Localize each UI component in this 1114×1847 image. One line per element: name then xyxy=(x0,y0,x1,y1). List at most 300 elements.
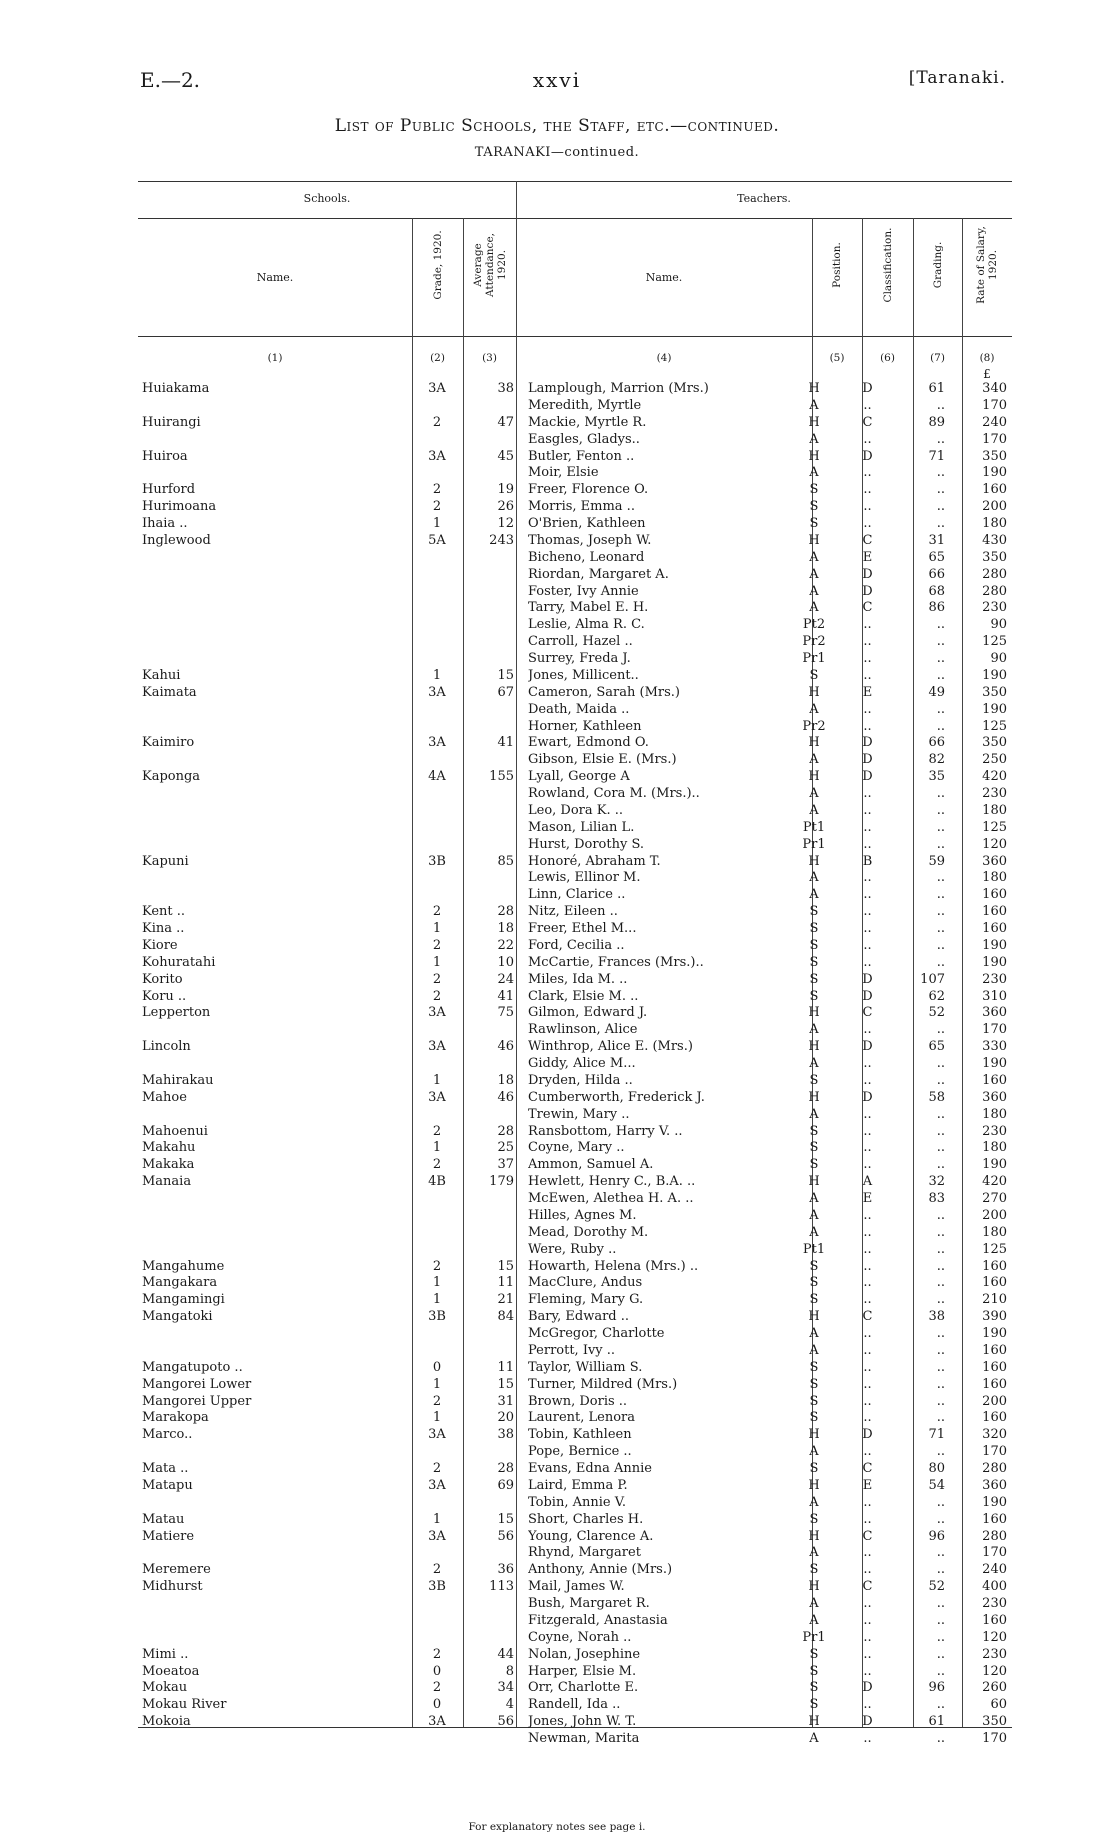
grade-cell: 1 xyxy=(432,516,442,531)
salary-cell: 125 xyxy=(982,718,1007,734)
attendance-cell: 28 xyxy=(497,1461,514,1476)
grading-cell: .. xyxy=(936,1207,945,1223)
school-name: Kina .. xyxy=(142,921,185,936)
grading-cell: .. xyxy=(936,701,945,717)
table-row xyxy=(140,1107,1014,1124)
teacher-name: Orr, Charlotte E. xyxy=(528,1680,639,1696)
position-cell: S xyxy=(809,937,819,953)
position-cell: A xyxy=(809,1444,819,1460)
teacher-name: MacClure, Andus xyxy=(528,1275,643,1291)
table-row xyxy=(140,972,1014,989)
table-row xyxy=(140,1157,1014,1174)
position-cell: S xyxy=(809,1562,819,1578)
salary-cell: 180 xyxy=(982,516,1007,531)
classification-cell: .. xyxy=(863,802,872,818)
teacher-name: Horner, Kathleen xyxy=(528,718,642,734)
teacher-name: Fleming, Mary G. xyxy=(528,1292,644,1308)
position-cell: H xyxy=(808,1174,820,1190)
grading-cell: 80 xyxy=(928,1461,945,1476)
teacher-name: Laird, Emma P. xyxy=(528,1477,628,1493)
position-cell: S xyxy=(809,667,819,683)
attendance-cell: 38 xyxy=(497,1427,514,1443)
salary-cell: 200 xyxy=(982,499,1007,515)
grade-cell: 2 xyxy=(432,1123,442,1139)
school-name: Inglewood xyxy=(142,532,211,548)
position-cell: S xyxy=(809,954,819,970)
position-cell: S xyxy=(809,971,819,987)
grading-cell: .. xyxy=(936,1123,945,1139)
salary-cell: 90 xyxy=(990,617,1007,633)
school-name: Mahoenui xyxy=(142,1123,208,1139)
grade-cell: 2 xyxy=(432,1393,442,1409)
grading-cell: .. xyxy=(936,499,945,515)
classification-cell: .. xyxy=(863,1612,872,1628)
school-name: Ihaia .. xyxy=(142,516,188,531)
grade-cell: 1 xyxy=(432,1511,442,1527)
table-row xyxy=(140,1259,1014,1276)
salary-cell: 350 xyxy=(982,1714,1007,1730)
school-name: Mangakara xyxy=(142,1275,218,1291)
group-header-schools: Schools. xyxy=(303,192,351,205)
salary-cell: 200 xyxy=(982,1207,1007,1223)
position-cell: H xyxy=(808,448,820,464)
table-row xyxy=(140,1073,1014,1090)
school-name: Moeatoa xyxy=(142,1663,200,1679)
teacher-name: Jones, Millicent.. xyxy=(528,667,639,683)
teacher-name: Perrott, Ivy .. xyxy=(528,1342,616,1358)
teacher-name: McEwen, Alethea H. A. .. xyxy=(528,1191,694,1206)
table-row xyxy=(140,567,1014,584)
teacher-name: Leslie, Alma R. C. xyxy=(528,617,645,633)
attendance-cell: 26 xyxy=(497,499,514,515)
currency-row xyxy=(140,367,1014,381)
table-row xyxy=(140,584,1014,601)
grading-cell: .. xyxy=(936,431,945,447)
position-cell: S xyxy=(809,1376,819,1392)
table-row xyxy=(140,1309,1014,1326)
school-name: Matau xyxy=(142,1511,185,1527)
position-cell: A xyxy=(809,1612,819,1628)
school-name: Lincoln xyxy=(142,1039,191,1055)
grading-cell: 82 xyxy=(928,752,945,768)
salary-cell: 190 xyxy=(982,954,1007,970)
grade-cell: 3A xyxy=(428,381,446,396)
salary-cell: 280 xyxy=(982,566,1007,582)
classification-cell: .. xyxy=(863,1731,872,1746)
position-cell: H xyxy=(808,735,820,751)
position-cell: S xyxy=(809,1663,819,1679)
attendance-cell: 34 xyxy=(497,1680,514,1696)
salary-cell: 120 xyxy=(982,836,1007,852)
classification-cell: .. xyxy=(863,1157,872,1173)
salary-cell: 190 xyxy=(982,1494,1007,1510)
classification-cell: .. xyxy=(863,1562,872,1578)
grade-cell: 2 xyxy=(432,414,442,430)
grade-cell: 3A xyxy=(428,1427,446,1443)
col-number: (1) xyxy=(267,352,283,364)
grading-cell: .. xyxy=(936,1444,945,1460)
grade-cell: 1 xyxy=(432,667,442,683)
grading-cell: .. xyxy=(936,836,945,852)
classification-cell: .. xyxy=(863,1072,872,1088)
teacher-name: Bary, Edward .. xyxy=(528,1309,630,1325)
teacher-name: Leo, Dora K. .. xyxy=(528,802,624,818)
salary-cell: 170 xyxy=(982,431,1007,447)
position-cell: A xyxy=(809,1494,819,1510)
position-cell: S xyxy=(809,1359,819,1375)
teacher-name: Easgles, Gladys.. xyxy=(528,431,640,447)
teacher-name: Bicheno, Leonard xyxy=(528,549,645,565)
col-number: (2) xyxy=(430,352,445,364)
grading-cell: .. xyxy=(936,1494,945,1510)
school-name: Koru .. xyxy=(142,988,187,1004)
col-number: (4) xyxy=(656,352,672,364)
grading-cell: .. xyxy=(936,802,945,818)
salary-cell: 230 xyxy=(982,786,1007,801)
salary-cell: 170 xyxy=(982,397,1007,413)
table-row xyxy=(140,685,1014,702)
classification-cell: C xyxy=(862,1309,873,1325)
table-row xyxy=(140,1529,1014,1546)
position-cell: H xyxy=(808,1089,820,1105)
position-cell: A xyxy=(809,1545,819,1561)
position-cell: Pr2 xyxy=(802,718,826,734)
attendance-cell: 67 xyxy=(497,684,514,700)
attendance-cell: 179 xyxy=(489,1174,514,1190)
attendance-cell: 21 xyxy=(497,1292,514,1308)
grading-cell: 32 xyxy=(928,1174,945,1190)
salary-cell: 190 xyxy=(982,937,1007,953)
grade-cell: 2 xyxy=(432,1562,442,1578)
grading-cell: 89 xyxy=(928,414,945,430)
teacher-name: Ammon, Samuel A. xyxy=(528,1157,654,1173)
salary-cell: 125 xyxy=(982,634,1007,650)
col-header-classification: Classification. xyxy=(881,227,894,303)
salary-cell: 160 xyxy=(982,1359,1007,1375)
position-cell: H xyxy=(808,1005,820,1021)
grade-cell: 1 xyxy=(432,1376,442,1392)
position-cell: S xyxy=(809,1258,819,1274)
salary-cell: 170 xyxy=(982,1444,1007,1460)
classification-cell: D xyxy=(862,971,873,987)
salary-cell: 160 xyxy=(982,1410,1007,1426)
position-cell: S xyxy=(809,1680,819,1696)
grade-cell: 3A xyxy=(428,1528,446,1544)
school-name: Mahirakau xyxy=(142,1072,214,1088)
grading-cell: 96 xyxy=(928,1528,945,1544)
teacher-name: Young, Clarence A. xyxy=(528,1528,654,1544)
school-name: Matiere xyxy=(142,1528,195,1544)
position-cell: A xyxy=(809,1224,819,1240)
classification-cell: D xyxy=(862,448,873,464)
classification-cell: .. xyxy=(863,634,872,650)
salary-cell: 125 xyxy=(982,819,1007,835)
grading-cell: .. xyxy=(936,617,945,633)
salary-cell: 120 xyxy=(982,1629,1007,1645)
salary-cell: 230 xyxy=(982,1646,1007,1662)
grading-cell: .. xyxy=(936,718,945,734)
school-name: Mokau xyxy=(142,1680,188,1696)
classification-cell: .. xyxy=(863,1022,872,1038)
grade-cell: 0 xyxy=(432,1663,442,1679)
table-row xyxy=(140,415,1014,432)
teacher-name: Lewis, Ellinor M. xyxy=(528,870,641,886)
position-cell: A xyxy=(809,583,819,599)
position-cell: H xyxy=(808,769,820,785)
grading-cell: 58 xyxy=(928,1089,945,1105)
classification-cell: .. xyxy=(863,1342,872,1358)
grading-cell: .. xyxy=(936,1612,945,1628)
table-row xyxy=(140,938,1014,955)
classification-cell: .. xyxy=(863,836,872,852)
position-cell: A xyxy=(809,1191,819,1206)
teacher-name: Cameron, Sarah (Mrs.) xyxy=(528,684,680,700)
teacher-name: Gilmon, Edward J. xyxy=(528,1005,648,1021)
salary-cell: 270 xyxy=(982,1191,1007,1206)
attendance-cell: 41 xyxy=(497,735,514,751)
table-row xyxy=(140,482,1014,499)
school-name: Makaka xyxy=(142,1157,195,1173)
salary-cell: 180 xyxy=(982,1106,1007,1122)
grading-cell: .. xyxy=(936,1376,945,1392)
grading-cell: .. xyxy=(936,397,945,413)
table-row xyxy=(140,904,1014,921)
position-cell: A xyxy=(809,600,819,616)
attendance-cell: 22 xyxy=(497,937,514,953)
position-cell: A xyxy=(809,1731,819,1746)
table-row xyxy=(140,432,1014,449)
teacher-name: Rawlinson, Alice xyxy=(528,1022,638,1038)
salary-cell: 170 xyxy=(982,1731,1007,1746)
teacher-name: Miles, Ida M. .. xyxy=(528,971,628,987)
col-header-grade: Grade, 1920. xyxy=(431,230,444,300)
position-cell: H xyxy=(808,1309,820,1325)
school-name: Kiore xyxy=(142,937,178,953)
school-name: Lepperton xyxy=(142,1005,211,1021)
classification-cell: D xyxy=(862,769,873,785)
teacher-name: Hewlett, Henry C., B.A. .. xyxy=(528,1174,696,1190)
classification-cell: C xyxy=(862,1579,873,1595)
salary-cell: 310 xyxy=(982,988,1007,1004)
grading-cell: .. xyxy=(936,870,945,886)
position-cell: A xyxy=(809,786,819,801)
salary-cell: 160 xyxy=(982,1275,1007,1291)
table-row xyxy=(140,516,1014,533)
classification-cell: .. xyxy=(863,921,872,936)
teacher-name: Anthony, Annie (Mrs.) xyxy=(528,1562,673,1578)
salary-cell: 90 xyxy=(990,651,1007,666)
salary-cell: 280 xyxy=(982,1528,1007,1544)
table-row xyxy=(140,1208,1014,1225)
table-row xyxy=(140,1191,1014,1208)
salary-cell: 340 xyxy=(982,381,1007,396)
table-row xyxy=(140,1410,1014,1427)
grade-cell: 3A xyxy=(428,1714,446,1730)
classification-cell: D xyxy=(862,1039,873,1055)
position-cell: A xyxy=(809,397,819,413)
table-row xyxy=(140,1360,1014,1377)
teacher-name: Hurst, Dorothy S. xyxy=(528,836,645,852)
position-cell: H xyxy=(808,853,820,869)
attendance-cell: 155 xyxy=(489,769,514,785)
classification-cell: D xyxy=(862,752,873,768)
table-row xyxy=(140,499,1014,516)
table-row xyxy=(140,989,1014,1006)
position-cell: H xyxy=(808,1477,820,1493)
position-cell: A xyxy=(809,1596,819,1611)
salary-cell: 360 xyxy=(982,853,1007,869)
position-cell: S xyxy=(809,921,819,936)
attendance-cell: 46 xyxy=(497,1039,514,1055)
teacher-name: Were, Ruby .. xyxy=(528,1241,617,1257)
table-row xyxy=(140,786,1014,803)
classification-cell: .. xyxy=(863,1494,872,1510)
grading-cell: .. xyxy=(936,516,945,531)
position-cell: A xyxy=(809,1106,819,1122)
grading-cell: .. xyxy=(936,1326,945,1341)
position-cell: S xyxy=(809,1275,819,1291)
attendance-cell: 113 xyxy=(489,1579,514,1595)
classification-cell: D xyxy=(862,988,873,1004)
classification-cell: E xyxy=(862,549,873,565)
salary-cell: 190 xyxy=(982,465,1007,481)
attendance-cell: 46 xyxy=(497,1089,514,1105)
salary-cell: 240 xyxy=(982,414,1007,430)
classification-cell: .. xyxy=(863,870,872,886)
grading-cell: .. xyxy=(936,1106,945,1122)
school-name: Hurimoana xyxy=(142,499,217,515)
grading-cell: .. xyxy=(936,1629,945,1645)
position-cell: Pt2 xyxy=(802,617,826,633)
grade-cell: 2 xyxy=(432,482,442,498)
teacher-name: Butler, Fenton .. xyxy=(528,448,635,464)
school-name: Makahu xyxy=(142,1140,196,1156)
teacher-name: Nitz, Eileen .. xyxy=(528,904,618,920)
salary-cell: 190 xyxy=(982,1056,1007,1071)
position-cell: A xyxy=(809,465,819,481)
salary-cell: 350 xyxy=(982,735,1007,751)
classification-cell: .. xyxy=(863,1393,872,1409)
grade-cell: 1 xyxy=(432,1275,442,1291)
col-number: (5) xyxy=(829,352,845,364)
classification-cell: .. xyxy=(863,482,872,498)
teacher-name: Coyne, Mary .. xyxy=(528,1140,625,1156)
classification-cell: D xyxy=(862,381,873,396)
classification-cell: B xyxy=(862,853,873,869)
salary-cell: 160 xyxy=(982,482,1007,498)
salary-cell: 120 xyxy=(982,1663,1007,1679)
table-row xyxy=(140,1225,1014,1242)
grading-cell: .. xyxy=(936,1511,945,1527)
teacher-name: Gibson, Elsie E. (Mrs.) xyxy=(528,752,677,768)
grading-cell: .. xyxy=(936,819,945,835)
classification-cell: .. xyxy=(863,1663,872,1679)
schools-table-body xyxy=(140,367,1014,1748)
position-cell: S xyxy=(809,499,819,515)
grading-cell: 52 xyxy=(928,1579,945,1595)
table-row xyxy=(140,1664,1014,1681)
col-header-attendance: Average Attendance, 1920. xyxy=(471,233,508,297)
table-row xyxy=(140,1377,1014,1394)
attendance-cell: 11 xyxy=(497,1275,514,1291)
grade-cell: 4A xyxy=(428,769,446,785)
classification-cell: C xyxy=(862,1461,873,1476)
teacher-name: Dryden, Hilda .. xyxy=(528,1072,633,1088)
grading-cell: .. xyxy=(936,921,945,936)
salary-cell: 260 xyxy=(982,1680,1007,1696)
teacher-name: Evans, Edna Annie xyxy=(528,1461,652,1476)
table-row xyxy=(140,1680,1014,1697)
position-cell: S xyxy=(809,1292,819,1308)
position-cell: S xyxy=(809,988,819,1004)
teacher-name: Thomas, Joseph W. xyxy=(528,532,652,548)
grading-cell: 61 xyxy=(928,381,945,396)
position-cell: S xyxy=(809,1072,819,1088)
grading-cell: .. xyxy=(936,1697,945,1713)
table-row xyxy=(140,1275,1014,1292)
salary-cell: 170 xyxy=(982,1022,1007,1038)
classification-cell: .. xyxy=(863,1326,872,1341)
classification-cell: .. xyxy=(863,1444,872,1460)
position-cell: A xyxy=(809,1207,819,1223)
table-row xyxy=(140,887,1014,904)
classification-cell: .. xyxy=(863,1224,872,1240)
teacher-name: Tobin, Annie V. xyxy=(528,1494,626,1510)
salary-cell: 230 xyxy=(982,1123,1007,1139)
salary-cell: 190 xyxy=(982,1157,1007,1173)
classification-cell: .. xyxy=(863,1376,872,1392)
teacher-name: Giddy, Alice M... xyxy=(528,1056,636,1071)
school-name: Kohuratahi xyxy=(142,954,216,970)
grade-cell: 3A xyxy=(428,684,446,700)
position-cell: Pr1 xyxy=(802,651,826,666)
classification-cell: .. xyxy=(863,651,872,666)
salary-cell: 160 xyxy=(982,1511,1007,1527)
salary-cell: 240 xyxy=(982,1562,1007,1578)
salary-cell: 180 xyxy=(982,802,1007,818)
classification-cell: .. xyxy=(863,1241,872,1257)
table-row xyxy=(140,1596,1014,1613)
position-cell: H xyxy=(808,414,820,430)
grading-cell: .. xyxy=(936,786,945,801)
grading-cell: .. xyxy=(936,1596,945,1611)
grading-cell: 38 xyxy=(928,1309,945,1325)
teacher-name: Ewart, Edmond O. xyxy=(528,735,649,751)
salary-cell: 160 xyxy=(982,1258,1007,1274)
position-cell: A xyxy=(809,566,819,582)
teacher-name: Morris, Emma .. xyxy=(528,499,635,515)
salary-cell: 250 xyxy=(982,752,1007,768)
grading-cell: 68 xyxy=(928,583,945,599)
attendance-cell: 4 xyxy=(505,1697,514,1713)
table-row xyxy=(140,1545,1014,1562)
classification-cell: .. xyxy=(863,1123,872,1139)
school-name: Kent .. xyxy=(142,904,186,920)
attendance-cell: 15 xyxy=(497,1258,514,1274)
position-cell: Pt1 xyxy=(802,1241,826,1257)
grade-cell: 3B xyxy=(428,1579,446,1595)
school-name: Hurford xyxy=(142,482,196,498)
table-row xyxy=(140,381,1014,398)
teacher-name: McGregor, Charlotte xyxy=(528,1326,665,1341)
table-row xyxy=(140,1647,1014,1664)
grading-cell: .. xyxy=(936,904,945,920)
table-row xyxy=(140,1124,1014,1141)
classification-cell: .. xyxy=(863,1258,872,1274)
classification-cell: C xyxy=(862,1528,873,1544)
salary-cell: 60 xyxy=(990,1697,1007,1713)
grading-cell: 61 xyxy=(928,1714,945,1730)
